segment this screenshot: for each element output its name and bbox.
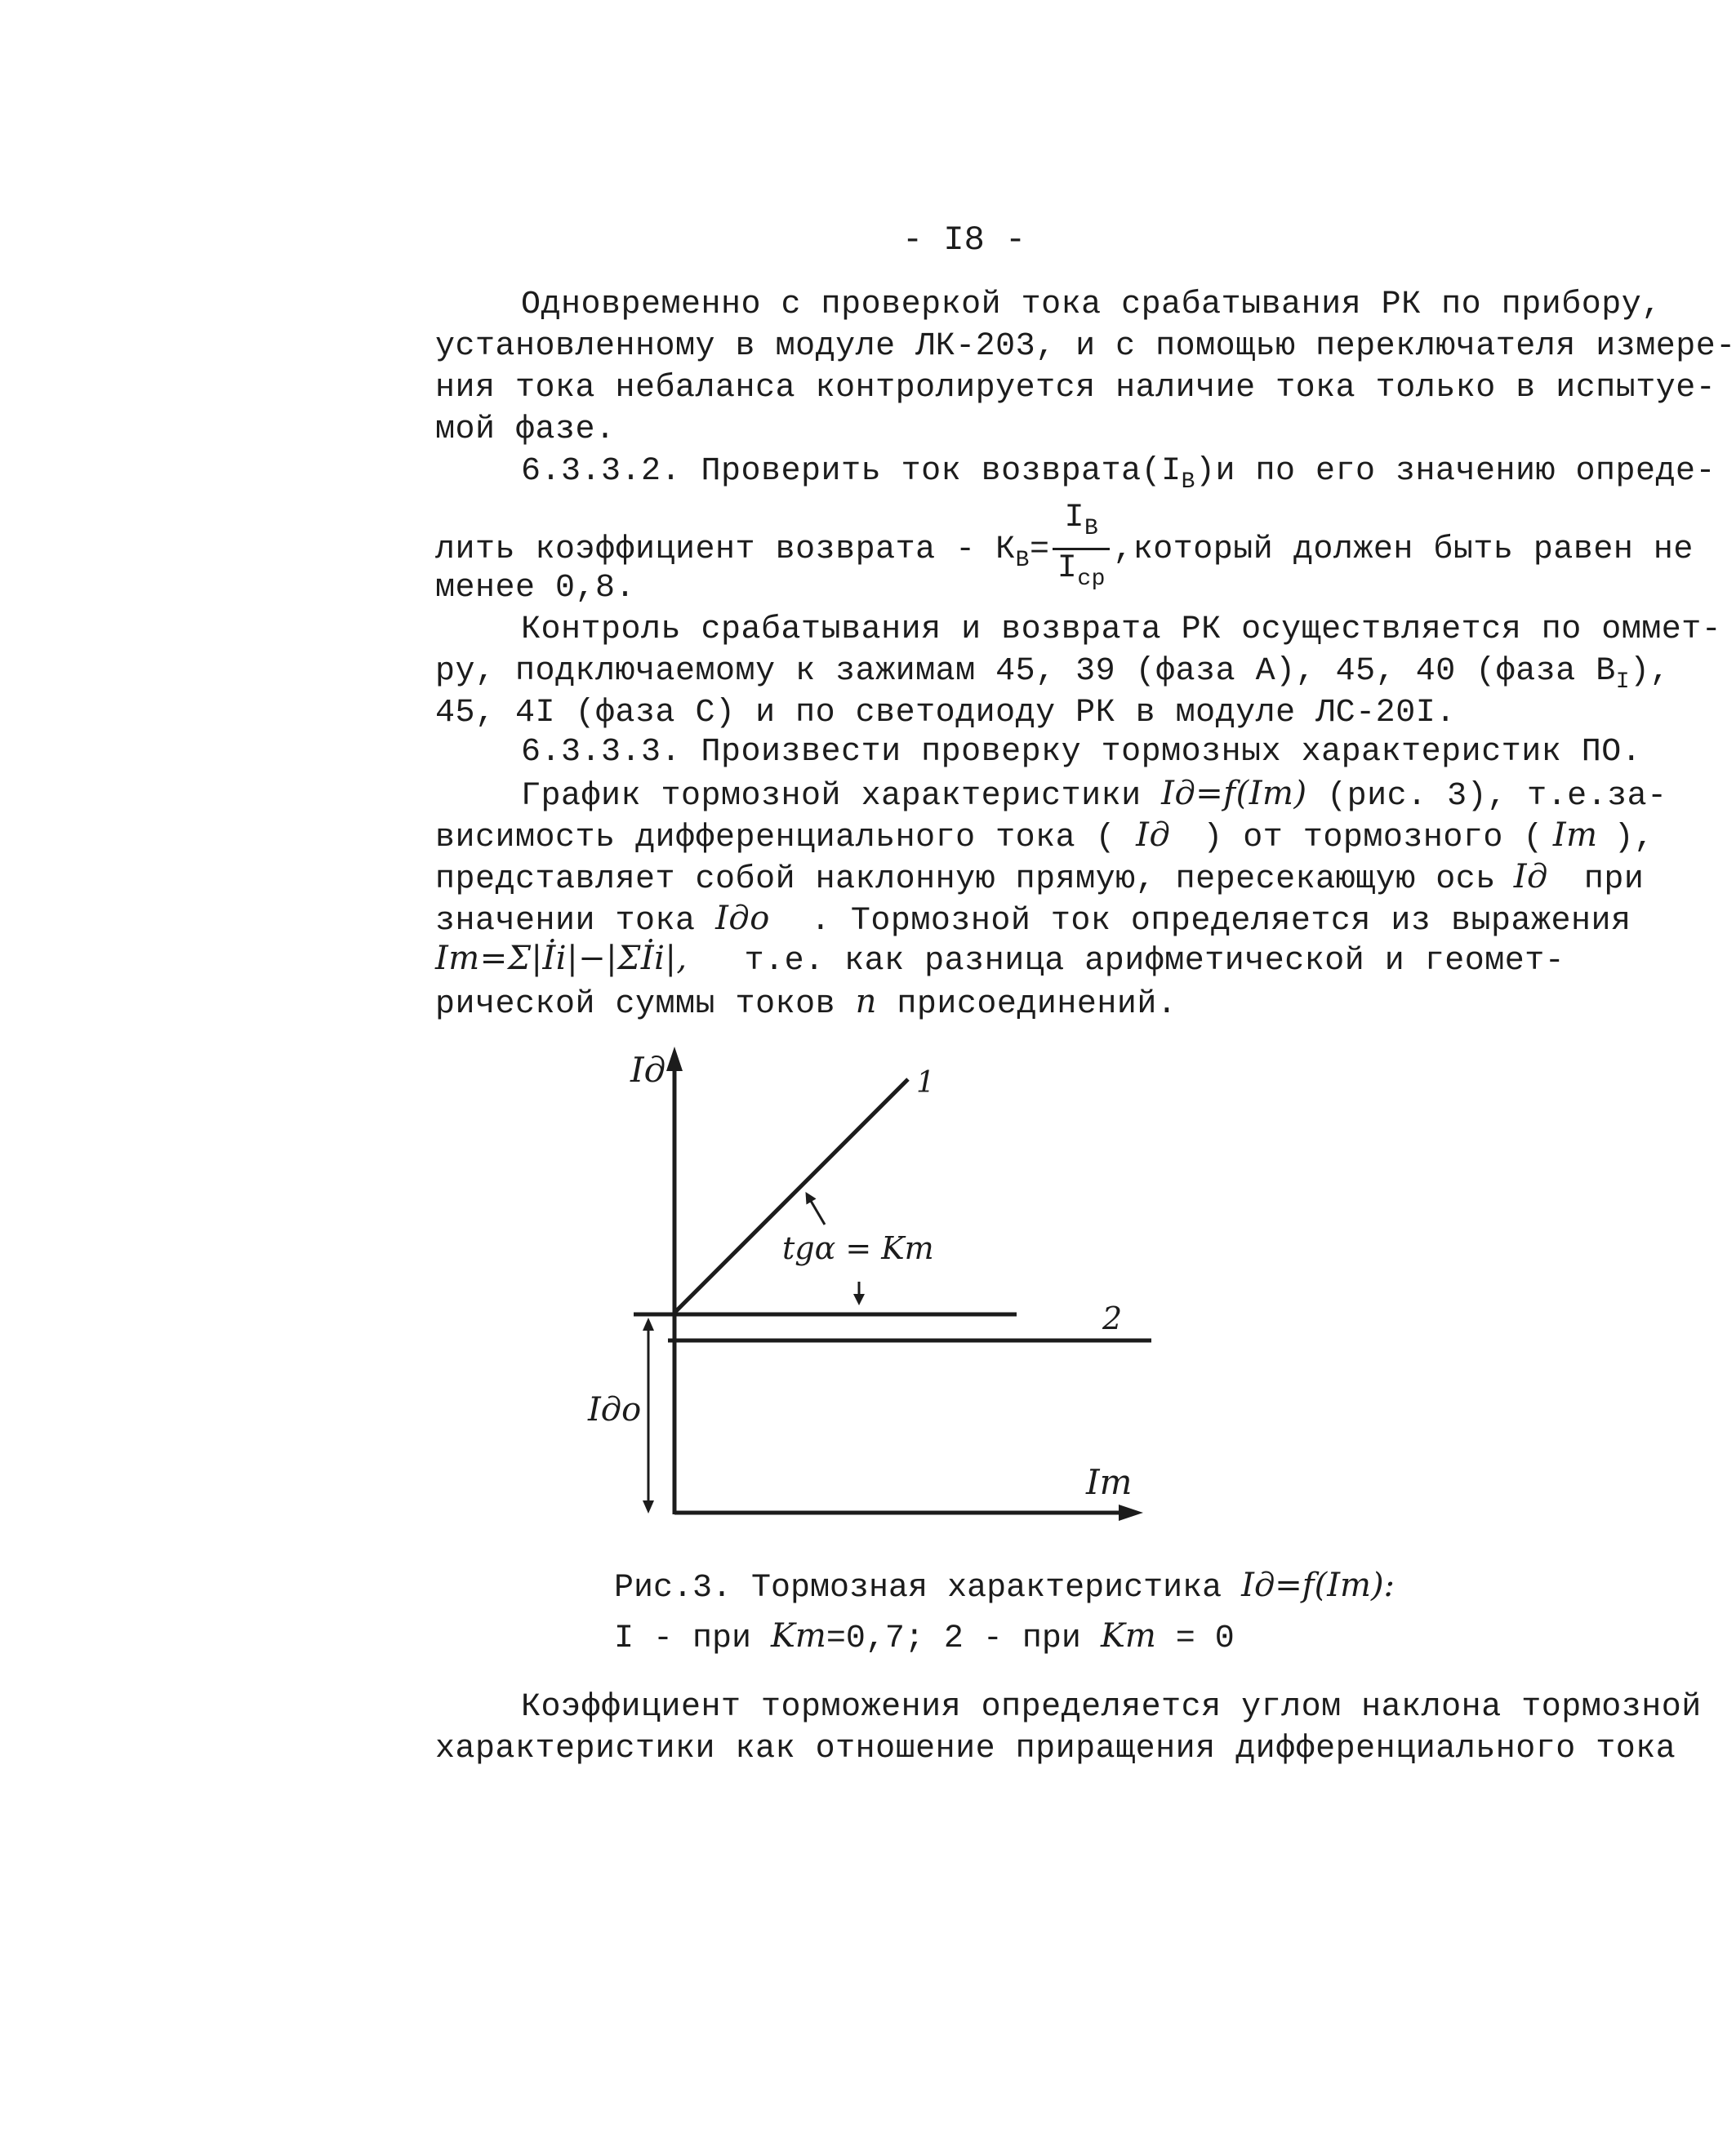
y-axis-label: Iд: [630, 1050, 666, 1090]
subscript: В: [1084, 516, 1099, 541]
x-axis-arrowhead: [1119, 1505, 1143, 1521]
offset-arrowhead-bottom: [643, 1500, 654, 1514]
text-run: представляет собой наклонную прямую, пересекающую ось: [435, 861, 1496, 898]
paragraph-3-line-1: Контроль срабатывания и возврата РК осуществляется по оммет-: [521, 611, 1722, 648]
text-run: = 0: [1175, 1620, 1235, 1657]
paragraph-2-line-1: [521, 452, 1716, 502]
paragraph-1-line-1: Одновременно с проверкой тока срабатывания РК по прибору,: [521, 287, 1662, 323]
curve-1-label: 1: [916, 1066, 935, 1100]
text-run: . Тормозной ток определяется из выражения: [810, 903, 1631, 940]
symbol: Iд: [1136, 816, 1171, 854]
return-coefficient-fraction: [1053, 500, 1110, 598]
offset-arrowhead-top: [643, 1318, 654, 1331]
paragraph-5-line-4: [435, 899, 1631, 941]
page-number: - I8 -: [902, 220, 1026, 260]
symbol: Iдо: [715, 900, 770, 937]
x-axis-label: Iт: [1086, 1462, 1133, 1502]
text-run: (рис. 3), т.е.за-: [1327, 778, 1667, 815]
text-run: лить коэффициент возврата - К: [435, 531, 1016, 569]
fraction-numerator: [1053, 500, 1110, 550]
formula: Iд=f(Iт):: [1241, 1567, 1395, 1604]
equals-sign: =: [1029, 531, 1050, 569]
figure-caption-line-2: [614, 1616, 1235, 1659]
text-run: висимость дифференциального тока (: [435, 820, 1116, 856]
paragraph-1-line-4: мой фазе.: [435, 411, 616, 448]
text-run: Рис.3. Тормозная характеристика: [614, 1570, 1222, 1607]
paragraph-5-line-1: [521, 774, 1667, 816]
subscript: I: [1615, 669, 1631, 695]
paragraph-2-line-3: менее 0,8.: [435, 570, 636, 607]
paragraph-1-line-2: установленному в модуле ЛК-203, и с помощью переключателя измере-: [435, 328, 1736, 365]
text-run: График тормозной характеристики: [521, 778, 1142, 815]
text-run: I - при: [614, 1620, 752, 1657]
text-run: рической суммы токов: [435, 986, 836, 1023]
text-run: I: [1064, 500, 1084, 536]
curve-2-label: 2: [1102, 1300, 1123, 1336]
slope-label: tgα = Kт: [782, 1230, 934, 1266]
paragraph-1-line-3: ния тока небаланса контролируется наличие тока только в испытуе-: [435, 370, 1716, 407]
text-run: 2 - при: [943, 1620, 1081, 1657]
paragraph-3-line-3: 45, 4I (фаза С) и по светодиоду РК в модуле ЛС-20I.: [435, 695, 1456, 731]
text-run: т.е. как разница арифметической и геомет-: [744, 943, 1565, 980]
text-run: ) от тормозного (: [1203, 820, 1543, 856]
text-run: при: [1583, 861, 1645, 898]
figure-caption-line-1: [614, 1566, 1395, 1608]
text-run: I: [1057, 550, 1078, 587]
text-run: ру, подключаемому к зажимам 45, 39 (фаза А), 45, 40 (фаза В: [435, 653, 1616, 690]
text-run: ,который должен быть равен не: [1113, 531, 1694, 569]
offset-label: Iдо: [588, 1391, 642, 1429]
text-run: присоединений.: [897, 986, 1177, 1023]
symbol: Kт: [1100, 1617, 1156, 1655]
text-run: ),: [1630, 653, 1671, 690]
paragraph-6-line-2: характеристики как отношение приращения дифференциального тока: [435, 1731, 1676, 1767]
text-run: ),: [1614, 820, 1654, 856]
symbol: Iт: [1552, 816, 1598, 854]
paragraph-6-line-1: Коэффициент торможения определяется углом наклона тормозной: [521, 1689, 1702, 1726]
braking-characteristic-figure: [572, 1037, 1176, 1543]
formula: Iт=Σ|İi|−|Σİi|,: [435, 940, 688, 977]
curve-1-sloped-line: [674, 1079, 908, 1313]
subscript: В: [1181, 469, 1195, 495]
subscript: ср: [1077, 567, 1106, 592]
fraction-denominator: [1053, 550, 1110, 598]
text-run: )и по его значению опреде-: [1195, 453, 1716, 490]
subscript: В: [1015, 548, 1030, 574]
y-axis-arrowhead: [666, 1047, 683, 1071]
paragraph-5-line-3: [435, 857, 1644, 900]
text-run: значении тока: [435, 903, 696, 940]
slope-pointer-arrow: [808, 1197, 825, 1225]
symbol: Iд: [1513, 858, 1548, 896]
text-run: 6.3.3.2. Проверить ток возврата(I: [521, 453, 1182, 490]
paragraph-5-line-5: [435, 939, 1565, 981]
symbol: n: [855, 983, 877, 1020]
symbol: Kт: [771, 1617, 826, 1655]
paragraph-5-line-2: [435, 816, 1654, 858]
paragraph-4-line-1: 6.3.3.3. Произвести проверку тормозных характеристик ПО.: [521, 734, 1642, 771]
formula: Iд=f(Iт): [1161, 775, 1307, 812]
text-run: =0,7;: [826, 1620, 924, 1657]
paragraph-5-line-6: [435, 982, 1177, 1025]
